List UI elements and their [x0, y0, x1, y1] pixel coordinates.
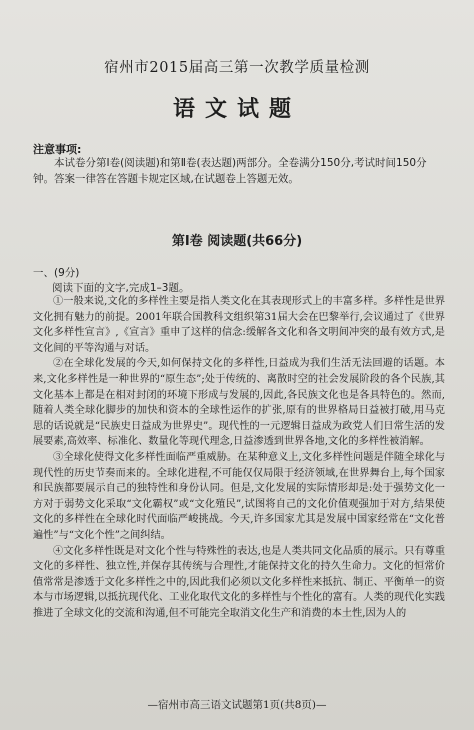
- passage-paragraph-2: ②在全球化发展的今天,如何保持文化的多样性,日益成为我们生活无法回避的话题。本来,文化多样性是一种世界的“原生态”;处于传统的、离散时空的社会发展阶段的各个民族,其文化基本上都是在相对封闭的环境下形成与发展的,因此,各民族文化也是各具特色的。然而,随着人类全球化脚步的加快和资本的全球性运作的扩张,原有的世界格局日益被打破,用马克思的话说就是“民族史日益成为世界史”。现代性的一元逻辑日益成为政党人们日常生活的发展要素,高效率、标准化、数量化等现代理念,日益渗透到世界各地,文化的多样性被消解。: [33, 358, 445, 448]
- notice-heading: 注意事项:: [33, 143, 82, 156]
- page-footer: —宿州市高三语文试题第1页(共8页)—: [147, 699, 327, 711]
- exam-header: 宿州市2015届高三第一次教学质量检测: [104, 60, 370, 76]
- exam-title: 语文试题: [172, 96, 301, 122]
- question-intro: 阅读下面的文字,完成1–3题。: [52, 282, 190, 294]
- passage-paragraph-4: ④文化多样性既是对文化个性与特殊性的表达,也是人类共同文化品质的展示。只有尊重文化的多样性、独立性,并保存其传统与合理性,才能保持文化的持久生命力。文化的恒常价值常常是渗透于文化多样性之中的,因此我们必须以文化多样性来抵抗、制正、平衡单一的资本与市场逻辑,以抵抗现代化、工业化取代文化的多样性与个性化的富有。人类的现代化实践推进了全球文化的交流和沟通,但不可能完全取消文化生产和消费的本土性,因为人的: [33, 545, 445, 619]
- passage-paragraph-1: ①一般来说,文化的多样性主要是指人类文化在其表现形式上的丰富多样。多样性是世界文化拥有魅力的前提。2001年联合国教科文组织第31届大会在巴黎举行,会议通过了《世界文化多样性宣言》,《宣言》重申了这样的信念:缓解各文化和各文明间冲突的最有效方式,是文化间的平等沟通与对话。: [33, 296, 445, 354]
- question-number: 一、(9分): [33, 267, 80, 279]
- passage-paragraph-3: ③全球化使得文化多样性面临严重威胁。在某种意义上,文化多样性问题是伴随全球化与现代性的历史节奏而来的。全球化进程,不可能仅仅局限于经济领域,在世界舞台上,每个国家和民族都要展示自己的独特性和身份认同。但是,文化发展的实际情形却是:处于强势文化一方对于弱势文化采取“文化霸权”或“文化殖民”,试图将自己的文化价值观强加于对方,结果使文化的多样性在全球化时代面临严峻挑战。今天,许多国家尤其是发展中国家经常在“文化普遍性”与“文化个性”之间纠结。: [33, 451, 445, 541]
- part-title: 第Ⅰ卷 阅读题(共66分): [171, 234, 303, 249]
- notice-body: 本试卷分第Ⅰ卷(阅读题)和第Ⅱ卷(表达题)两部分。全卷满分150分,考试时间150分钟。答案一律答在答题卡规定区域,在试题卷上答题无效。: [33, 157, 427, 185]
- reading-passage: [33, 294, 445, 621]
